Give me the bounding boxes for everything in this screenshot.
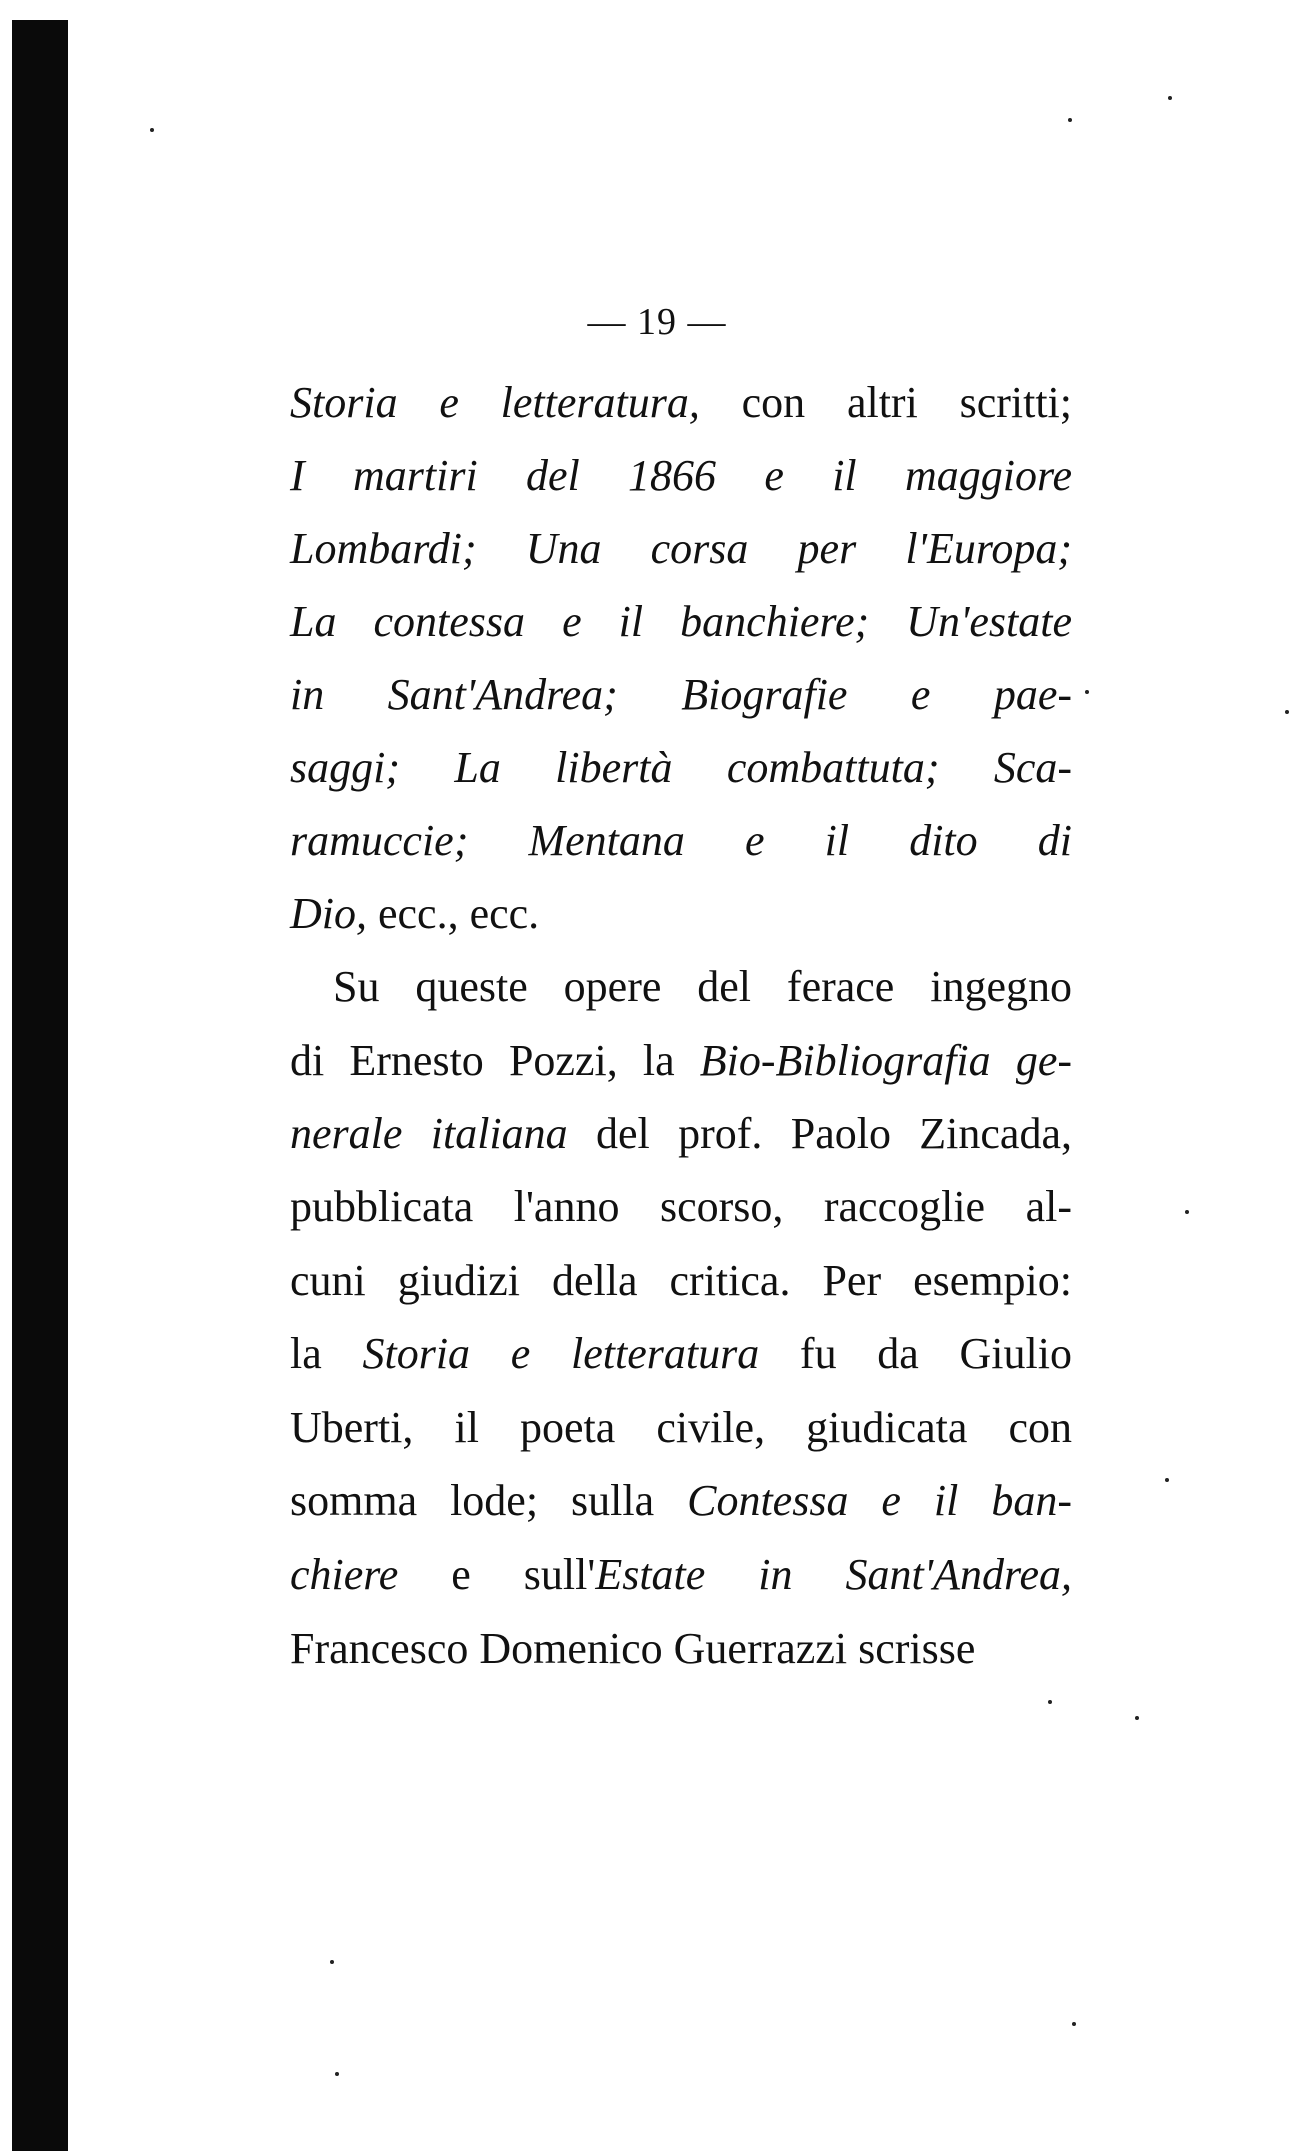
italic-title-text: Storia e letteratura, [290, 378, 700, 427]
italic-title-text: ramuccie; Mentana e il dito di [290, 816, 1072, 865]
body-text: Uberti, il poeta civile, giudicata con [290, 1403, 1072, 1452]
body-text: somma lode; sulla [290, 1476, 688, 1525]
italic-title-text: chiere [290, 1550, 399, 1599]
body-text: Su queste opere del ferace ingegno [333, 962, 1072, 1011]
scan-speck [1072, 2022, 1076, 2026]
text-line [333, 956, 1072, 1018]
body-text: del prof. Paolo Zincada, [567, 1109, 1072, 1158]
scan-speck [1165, 1478, 1169, 1482]
body-text: Francesco Domenico Guerrazzi scrisse [290, 1624, 976, 1673]
scan-speck [1048, 1700, 1052, 1704]
scan-speck [330, 1960, 334, 1964]
body-text: con altri scritti; [699, 378, 1072, 427]
body-text: la [290, 1329, 363, 1378]
text-line [290, 591, 1072, 653]
italic-title-text: Storia e letteratura [362, 1329, 760, 1378]
text-line [290, 372, 1072, 434]
text-line [290, 1176, 1072, 1238]
text-line [290, 664, 1072, 726]
text-line [290, 1470, 1072, 1532]
text-line [290, 1544, 1072, 1606]
text-line [290, 1618, 1072, 1680]
italic-title-text: Bio-Bibliografia ge- [699, 1036, 1072, 1085]
italic-title-text: in Sant'Andrea; Biografie e pae- [290, 670, 1072, 719]
text-line [290, 883, 1072, 945]
text-line [290, 1103, 1072, 1165]
scan-speck [150, 128, 154, 132]
italic-title-text: Contessa e il ban- [687, 1476, 1073, 1525]
body-text: pubblicata l'anno scorso, raccoglie al- [290, 1182, 1072, 1231]
scan-speck [1168, 96, 1172, 100]
scan-speck [1085, 690, 1089, 694]
scan-speck [335, 2072, 339, 2076]
body-text: di Ernesto Pozzi, la [290, 1036, 700, 1085]
italic-title-text: Lombardi; Una corsa per l'Europa; [290, 524, 1072, 573]
scan-speck [1135, 1716, 1139, 1720]
body-text: ecc., ecc. [367, 889, 540, 938]
text-line [290, 1323, 1072, 1385]
page-number: — 19 — [587, 301, 727, 343]
body-text: cuni giudizi della critica. Per esempio: [290, 1256, 1072, 1305]
italic-title-text: nerale italiana [290, 1109, 568, 1158]
text-line [290, 737, 1072, 799]
italic-title-text: saggi; La libertà combattuta; Sca- [290, 743, 1072, 792]
text-line [290, 810, 1072, 872]
text-line [290, 1250, 1072, 1312]
scan-speck [1185, 1210, 1189, 1214]
scan-speck [1068, 118, 1072, 122]
italic-title-text: I martiri del 1866 e il maggiore [290, 451, 1072, 500]
italic-title-text: Dio, [290, 889, 367, 938]
text-line [290, 445, 1072, 507]
text-line [290, 1397, 1072, 1459]
text-line [290, 1030, 1072, 1092]
text-line [290, 518, 1072, 580]
body-text: fu da Giulio [759, 1329, 1072, 1378]
italic-title-text: La contessa e il banchiere; Un'estate [290, 597, 1072, 646]
italic-title-text: Estate in Sant'Andrea, [595, 1550, 1073, 1599]
scan-speck [1285, 710, 1289, 714]
body-text: e sull' [398, 1550, 596, 1599]
